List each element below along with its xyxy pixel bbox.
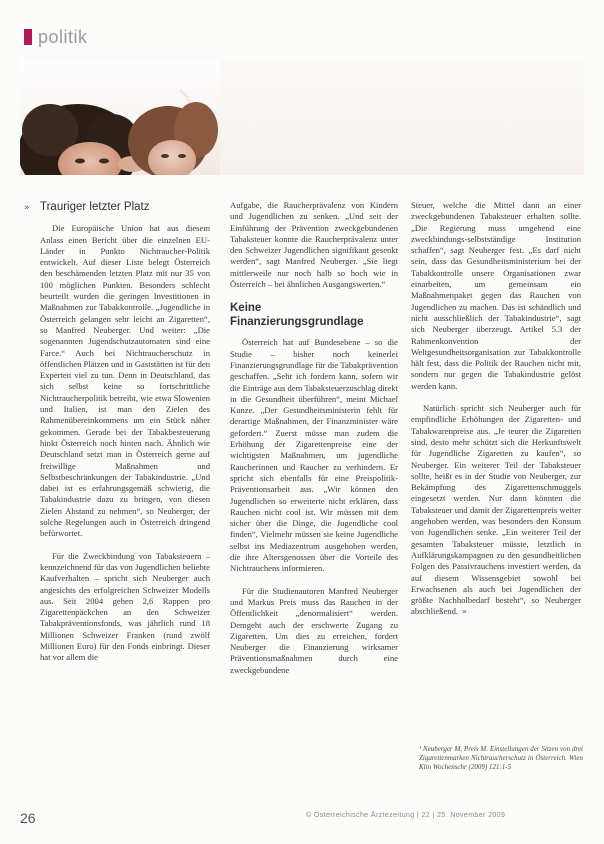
body-paragraph [411,403,581,618]
article-column-3 [411,200,581,629]
body-paragraph: Für die Zweckbindung von Tabaksteuern – kennzeichnend für das von Jugendlichen beliebte Kaufverhalten – spricht sich Neuberger auch angesichts des erfolgreichen Schweizer Modells aus. Seit 2004 gehen 2,6 Rappen pro Zigarettenpäckchen an den Schweizer Tabakpräventionsfonds, was jährlich rund 18 Millionen Schweizer Franken (rund zwölf Millionen Euro) für den Fonds einbringt. Dieser hat vor allem die [40,550,210,663]
body-paragraph: Steuer, welche die Mittel dann an einer zweckgebundenen Tabaksteuer erhalten sollte. „Die Regierung muss umgehend eine zweckbindungs-selbstständige Institution schaffen“, sagt Neuberger fest. „Es darf nicht sein, dass das Gesundheitsministerium bei der Tabakkontrolle unsere Organisationen zwar einarbeiten, um gemeinsam ein Maßnahmenpaket gegen das Rauchen von Jugendlichen zu machen. Das ist schändlich und nicht ausschließlich der Tabakindustrie“, sagt sich Neuberger überzeugt. Artikel 5.3 der Rahmenkonvention der Weltgesundheitsorganisation zur Tabakkontrolle hält fest, dass die Politik der Rauchen nicht mit, sondern nur gegen die Tabakindustrie gelöst werden kann. [411,200,581,391]
article-title: Trauriger letzter Platz [40,201,150,213]
teenagers-smoking-photo [20,60,584,175]
article-heading [24,200,210,214]
body-paragraph: Für die Studienautoren Manfred Neuberger und Markus Preis muss das Rauchen in der Öffentlichkeit „denormalisiert“ werden. Demgeht auch der erschwerte Zugang zu Zigaretten. Um dies zu erreichen, fordert Neuberger die Finanzierung wirksamer Präventionsmaßnahmen durch eine zweckgebundene [230,585,398,675]
body-paragraph: Aufgabe, die Raucherprävalenz von Kindern und Jugendlichen zu senken. „Und seit der Einführung der Prävention zweckgebundenen Tabaksteuer konnte die Raucherprävalenz unter den Schweizer Jugendlichen signifikant gesenkt werden“, sagt Manfred Neuberger. „Sie liegt mittlerweile nur noch halb so hoch wie in Österreich – bei ähnlichen Ausgangswerten.“ [230,200,398,290]
header-photo [20,60,584,175]
page-number: 26 [20,810,36,826]
section-header [24,26,88,48]
publication-footer: © Österreichische Ärztezeitung | 22 | 25. November 2009 [306,812,506,819]
body-paragraph: Die Europäische Union hat aus diesem Anlass einen Bericht über die einzelnen EU-Länder in Punkto Nichtraucher-Politik entwickelt. Auf dieser Liste belegt Österreich den beschämenden letzten Platz mit nur 35 von 100 möglichen Punkten. Besonders schlecht beurteilt wurden die geringen Investitionen in Maßnahmen zur Tabakkontrolle. „Jugendliche in Österreich gelangen sehr leicht an Zigaretten“, so Manfred Neuberger. Und weiter: „Die sogenannten Jugendschutzautomaten sind eine Farce.“ Auch bei Nichtraucherschutz in öffentlichen Plätzen und in Gaststätten ist für den Experten viel zu tun. Denn in Deutschland, das sich selbst keine so fortschrittliche Nichtraucherpolitik betreibt, wie etwa Slowenien und Italien, ist man den Zielen des Rahmenübereinkommens um ein Stück näher gekommen. Gerade bei der Tabakbesteuerung hinkt Österreich noch hinten nach. Ähnlich wie Deutschland setzt man in Österreich gerne auf freiwillige Maßnahmen und Selbstbeschränkungen der Tabakindustrie. „Und dabei ist es erfahrungsgemäß schwierig, die Tabakindustrie dazu zu bringen, von diesen Zielen Abstand zu nehmen“, so Neuberger, der solche Regelungen auch in Österreich dringend befürwortet. [40,223,211,539]
body-paragraph-text: Natürlich spricht sich Neuberger auch für empfindliche Erhöhungen der Zigaretten- und Tabakwarenpreise aus. „Je teurer die Zigaretten sind, desto mehr schützt sich die Herkunftswelt für Jugendliche Zigaretten zu kaufen“, so Neuberger. Ein weiterer Teil der Tabaksteuer sollte, heißt es in der Studie von Neuberger, zur Bekämpfung des Zigarettenschmuggels eingesetzt werden. Nur dann könnten die Tabaksteuer und damit der Zigarettenpreis weiter angehoben werden, was besonders den Konsum von Jugendlichen senke. „Ein weiterer Teil der gesamten Tabaksteuer müsste, letztlich in Aufklärungskampagnen zu den gesundheitlichen Folgen des Passivrauchens investiert werden, da auf diesem Wissensgebiet sowohl bei Erwachsenen als auch bei Jugendlichen der größte Nachholbedarf besteht“, so Neuberger abschließend. [411,403,581,617]
article-column-2 [230,200,398,687]
section-color-block [24,29,32,45]
body-paragraph: Österreich hat auf Bundesebene – so die Studie – bisher noch keinerlei Finanzierungsgrundlage für die Tabakprävention geschaffen. „Sehr ich fordern kann, sofern wir die Einträge aus dem Tabaksteuerzuschlag direkt in die Gesundheit überführen“, meint Michael Kunze. „Der Gesundheitsministerin fehlt für derartige Maßnahmen, der Finanzminister wäre gefordert.“ Zuerst müsse man zudem die Erhöhung der Zigarettenpreise eine der wichtigsten Maßnahmen, um jugendliche Raucherinnen und Raucher zu verhindern. Er spricht sich ebenfalls für eine Preispolitik-Präventionsarbeit aus. „Wir können den Jugendlichen so erweiterte nicht erklären, dass Rauchen nicht cool ist. Wir müssen mit dem sicher über die Dinge, die Jugendliche cool finden“, Vielmehr müssen sie keine Jugendliche selbst ins Mediazentrum ausgehoben werden, die ihre Altersgenossen über die Vorteile des Nichtrauchens informieren. [230,337,398,574]
double-arrow-right-icon: » [24,203,30,213]
section-label: politik [38,26,88,47]
footnote: ¹ Neuberger M, Preis M. Einstellungen der Sitzen von drei Zigarettenmarken Nichtraucherschutz in Österreich. Wien Klin Wochenschr (2009) 121:1-5 [419,745,583,771]
end-mark-icon: » [462,607,467,617]
article-column-1 [24,200,211,675]
subheading: Keine Finanzierungsgrundlage [230,302,364,329]
